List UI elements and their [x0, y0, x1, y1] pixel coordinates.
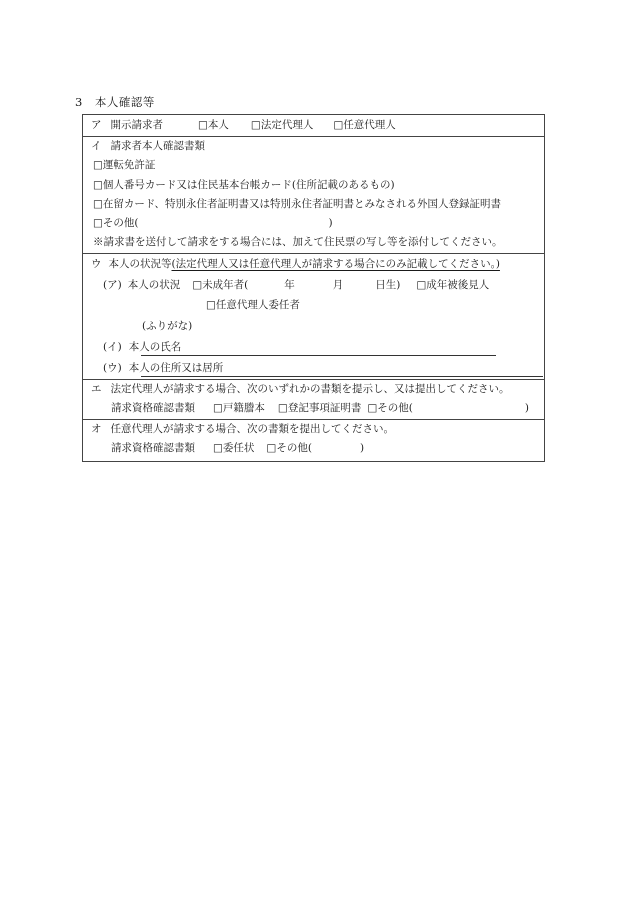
sub-label-i: (イ): [103, 340, 122, 353]
row-title-a: 開示請求者: [110, 119, 163, 131]
doc-other-line: [83, 214, 544, 233]
option-other: [266, 442, 312, 454]
checkbox-icon[interactable]: □: [192, 278, 203, 291]
doc-residence-card-line: [83, 195, 544, 214]
option-other-close: ): [359, 442, 365, 455]
legal-representative-title-line: [83, 380, 544, 400]
furigana-label: (ふりがな): [142, 320, 193, 333]
birth-year-label: 年: [284, 278, 295, 291]
docs-label: 請求資格確認書類: [111, 442, 195, 455]
option-label: 成年被後見人: [426, 278, 490, 291]
option-other: [367, 402, 413, 414]
checkbox-icon[interactable]: □: [333, 119, 344, 131]
checkbox-icon[interactable]: □: [198, 119, 208, 131]
section-number: 3: [75, 95, 83, 109]
checkbox-icon[interactable]: □: [367, 402, 378, 415]
option-label: 法定代理人: [260, 119, 314, 131]
checkbox-icon[interactable]: □: [266, 442, 277, 455]
checkbox-icon[interactable]: □: [416, 278, 427, 291]
option-label: 登記事項証明書: [287, 402, 362, 415]
voluntary-representative-title-line: [83, 420, 544, 440]
option-registration-certificate: [278, 402, 361, 414]
row-label-e: エ: [91, 382, 102, 395]
principal-address-line: [83, 358, 544, 379]
option-label: 未成年者(: [202, 278, 249, 291]
option-honnin: [198, 119, 229, 131]
row-identity-documents: [83, 136, 544, 253]
principal-status-delegator-line: [83, 295, 544, 316]
row-label-u: ウ: [91, 257, 102, 270]
principal-name-label: 本人の氏名: [128, 340, 182, 353]
section-title: 本人確認等: [94, 95, 155, 109]
checkbox-icon[interactable]: □: [213, 442, 223, 455]
row-disclosure-requester: [83, 115, 544, 136]
checkbox-icon[interactable]: □: [93, 159, 103, 172]
row-principal-status: [83, 253, 544, 379]
option-voluntary-representative: [333, 119, 395, 131]
furigana-line: [83, 316, 544, 337]
option-label: 委任状: [222, 442, 255, 455]
option-label: その他(: [276, 442, 312, 455]
checkbox-icon[interactable]: □: [93, 197, 103, 210]
row-title-note: (法定代理人又は任意代理人が請求する場合にのみ記載してください。): [171, 257, 500, 270]
note-text: ※請求書を送付して請求をする場合には、加えて住民票の写し等を添付してください。: [93, 236, 503, 249]
checkbox-icon[interactable]: □: [93, 217, 103, 230]
row-label-a: ア: [91, 119, 102, 131]
checkbox-icon[interactable]: □: [206, 299, 216, 312]
doc-label: 在留カード、特別永住者証明書又は特別永住者証明書とみなされる外国人登録証明書: [102, 197, 501, 210]
option-adult-ward: [416, 279, 489, 291]
doc-drivers-license-line: [83, 156, 544, 175]
option-legal-representative: [251, 119, 313, 131]
option-other-close: ): [524, 402, 529, 415]
row-title-i: 請求者本人確認書類: [110, 140, 205, 152]
checkbox-icon[interactable]: □: [93, 178, 103, 191]
checkbox-icon[interactable]: □: [250, 119, 261, 131]
doc-other-close: ): [328, 217, 333, 230]
section-heading: [75, 94, 155, 110]
principal-name-field-line[interactable]: [141, 355, 496, 356]
row-title-e: 法定代理人が請求する場合、次のいずれかの書類を提示し、又は提出してください。: [110, 382, 510, 395]
option-label: その他(: [377, 402, 413, 415]
voluntary-representative-docs-line: [83, 439, 544, 459]
principal-status-options-line: [83, 275, 544, 296]
principal-status-title-line: [83, 254, 544, 275]
doc-other-open: その他(: [102, 217, 139, 230]
doc-label: 個人番号カード又は住民基本台帳カード(住所記載のあるもの): [102, 178, 395, 191]
disclosure-requester-line: [83, 115, 544, 136]
docs-label: 請求資格確認書類: [111, 402, 195, 415]
identity-verification-table: [82, 114, 545, 462]
option-minor: [192, 279, 248, 291]
row-label-i: イ: [91, 140, 102, 152]
doc-label: 運転免許証: [102, 159, 156, 172]
row-title-u: 本人の状況等: [108, 257, 172, 270]
row-legal-representative-docs: [83, 379, 544, 419]
birth-day-label: 日生): [375, 278, 401, 291]
sub-label-u: (ウ): [103, 361, 122, 374]
legal-representative-docs-line: [83, 399, 544, 419]
option-label: 任意代理人委任者: [215, 299, 300, 312]
option-label: 本人: [207, 119, 229, 131]
mailing-note-line: [83, 233, 544, 252]
principal-name-line: [83, 337, 544, 358]
principal-address-label: 本人の住所又は居所: [128, 361, 224, 374]
birth-month-label: 月: [332, 278, 344, 291]
checkbox-icon[interactable]: □: [277, 402, 288, 415]
sub-label-a: (ア): [103, 278, 122, 291]
option-power-of-attorney: [213, 442, 254, 454]
row-voluntary-representative-docs: [83, 419, 544, 461]
row-title-o: 任意代理人が請求する場合、次の書類を提出してください。: [110, 422, 394, 435]
principal-address-field-line[interactable]: [141, 376, 543, 377]
option-delegator: [206, 299, 300, 311]
option-label: 戸籍謄本: [222, 402, 265, 415]
row-label-o: オ: [91, 422, 102, 435]
identity-documents-title-line: [83, 137, 544, 156]
doc-my-number-card-line: [83, 176, 544, 195]
sub-title-a: 本人の状況: [127, 278, 181, 291]
option-family-register: [213, 402, 265, 414]
option-label: 任意代理人: [343, 119, 396, 131]
checkbox-icon[interactable]: □: [213, 402, 223, 415]
